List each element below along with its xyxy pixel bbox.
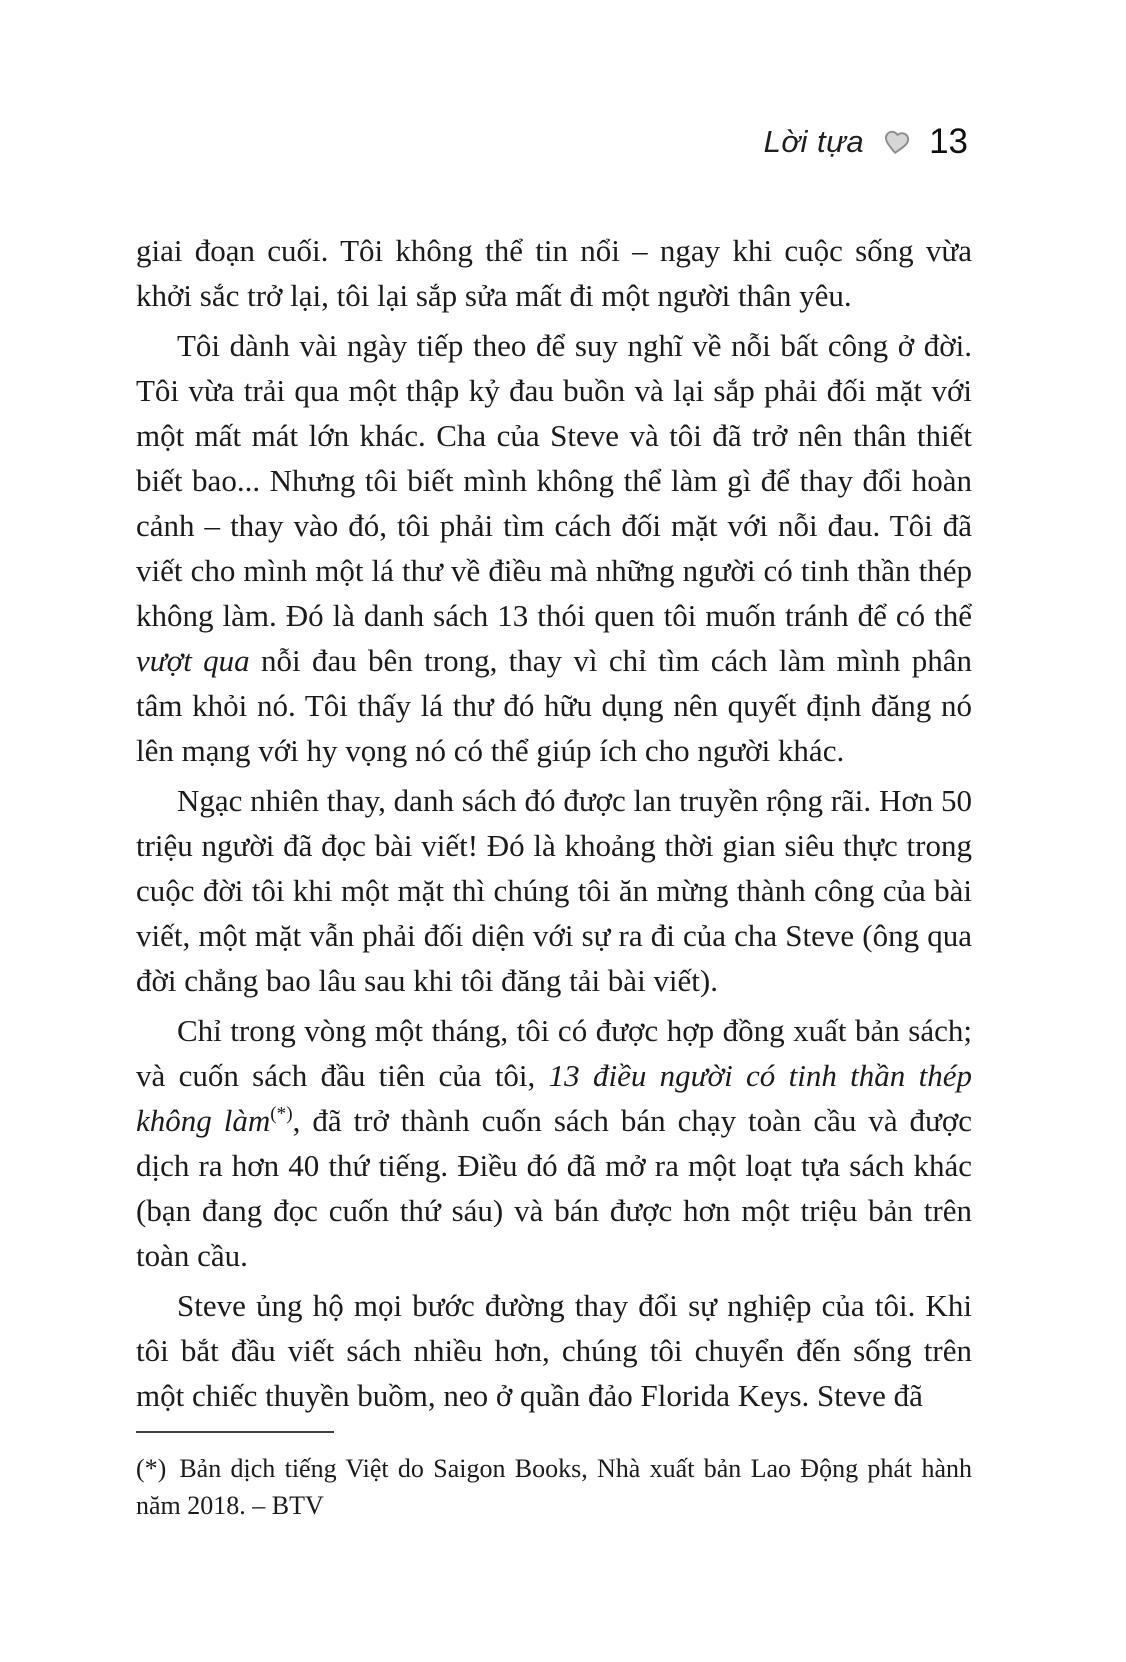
footnote-divider (136, 1431, 334, 1433)
paragraph-5-text: Steve ủng hộ mọi bước đường thay đổi sự nghiệp của tôi. Khi tôi bắt đầu viết sách nhiều hơn, chúng tôi chuyển đến sống trên một chiếc thuyền buồm, neo ở quần đảo Florida Keys. Steve đã (136, 1288, 972, 1413)
paragraph-5 (136, 1283, 972, 1418)
page-number: 13 (929, 122, 968, 161)
paragraph-1 (136, 228, 972, 318)
body-text (136, 228, 972, 1423)
paragraph-3 (136, 778, 972, 1003)
heart-icon (881, 128, 912, 157)
paragraph-2-text-cont: nỗi đau bên trong, thay vì chỉ tìm cách làm mình phân tâm khỏi nó. Tôi thấy lá thư đó hữu dụng nên quyết định đăng nó lên mạng với hy vọng nó có thể giúp ích cho người khác. (136, 643, 972, 768)
paragraph-4-text-cont: , đã trở thành cuốn sách bán chạy toàn cầu và được dịch ra hơn 40 thứ tiếng. Điều đó đã mở ra một loạt tựa sách khác (bạn đang đọc cuốn thứ sáu) và bán được hơn một triệu bản trên toàn cầu. (136, 1103, 973, 1273)
paragraph-2-text: Tôi dành vài ngày tiếp theo để suy nghĩ về nỗi bất công ở đời. Tôi vừa trải qua một thập kỷ đau buồn và lại sắp phải đối mặt với một mất mát lớn khác. Cha của Steve và tôi đã trở nên thân thiết biết bao... Nhưng tôi biết mình không thể làm gì để thay đổi hoàn cảnh – thay vào đó, tôi phải tìm cách đối mặt với nỗi đau. Tôi đã viết cho mình một lá thư về điều mà những người có tinh thần thép không làm. Đó là danh sách 13 thói quen tôi muốn tránh để có thể (136, 328, 972, 633)
footnote-reference-sup: (*) (270, 1103, 293, 1125)
book-title-italic: 13 điều người có tinh thần thép không làm (136, 1058, 972, 1138)
footnote (136, 1431, 972, 1524)
paragraph-4-text: Chỉ trong vòng một tháng, tôi có được hợp đồng xuất bản sách; và cuốn sách đầu tiên của tôi, (136, 1013, 972, 1093)
page-header (764, 122, 968, 162)
section-title: Lời tựa (763, 124, 865, 159)
footnote-text: Bản dịch tiếng Việt do Saigon Books, Nhà xuất bản Lao Động phát hành năm 2018. – BTV (136, 1454, 972, 1520)
italic-phrase-vuot-qua: vượt qua (136, 643, 250, 678)
paragraph-1-text: giai đoạn cuối. Tôi không thể tin nổi – ngay khi cuộc sống vừa khởi sắc trở lại, tôi lại sắp sửa mất đi một người thân yêu. (136, 233, 972, 313)
paragraph-4 (136, 1008, 972, 1278)
footnote-marker: (*) (136, 1454, 167, 1483)
paragraph-3-text: Ngạc nhiên thay, danh sách đó được lan truyền rộng rãi. Hơn 50 triệu người đã đọc bài viết! Đó là khoảng thời gian siêu thực trong cuộc đời tôi khi một mặt thì chúng tôi ăn mừng thành công của bài viết, một mặt vẫn phải đối diện với sự ra đi của cha Steve (ông qua đời chẳng bao lâu sau khi tôi đăng tải bài viết). (136, 783, 972, 998)
paragraph-2 (136, 323, 972, 773)
